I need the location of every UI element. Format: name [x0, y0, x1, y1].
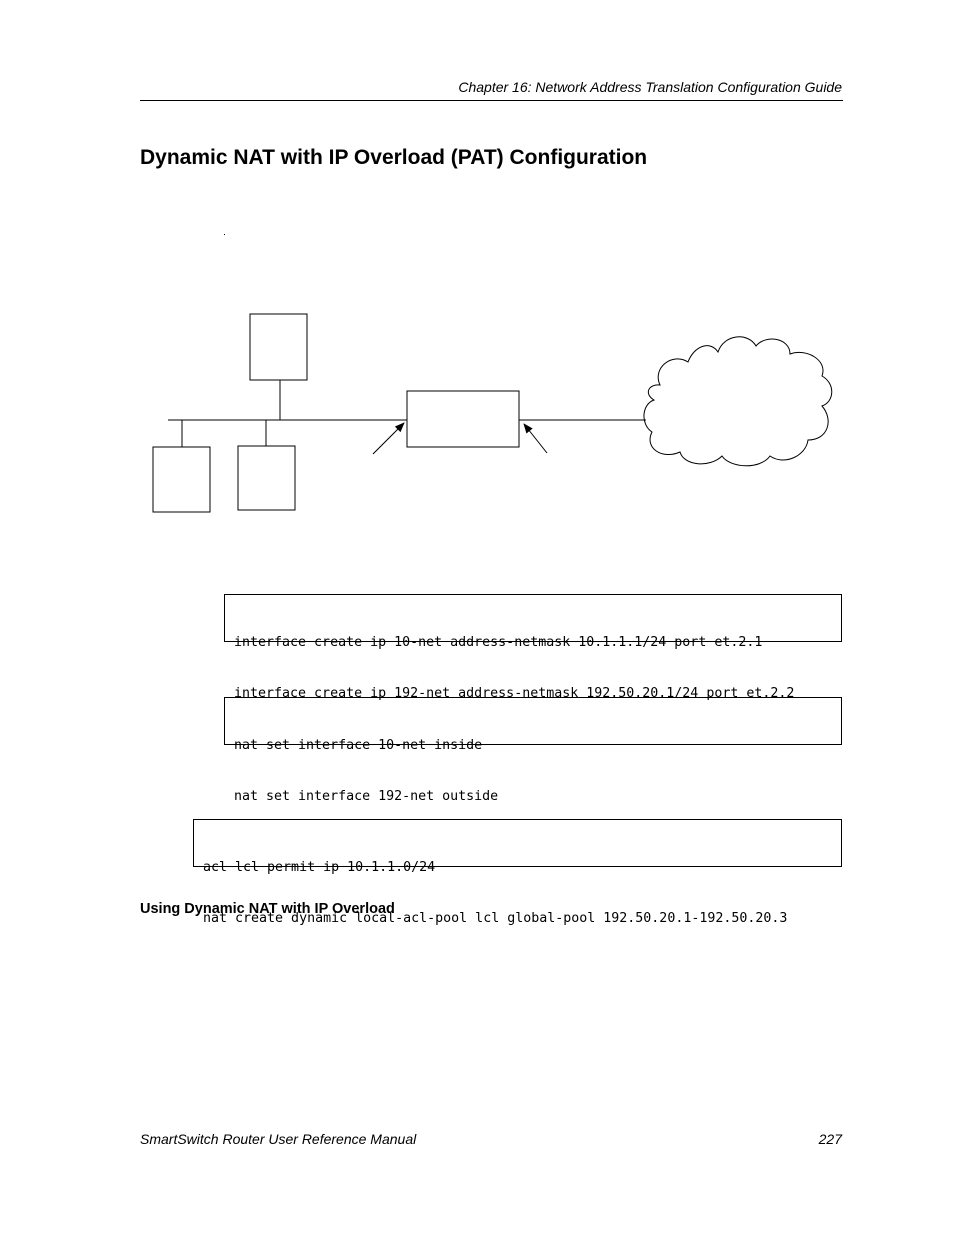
inside-interface-arrow [373, 423, 404, 454]
code-line: acl lcl permit ip 10.1.1.0/24 [203, 860, 436, 875]
nat-interface-code-block [224, 697, 842, 804]
code-line: nat set interface 10-net inside [234, 738, 483, 753]
footer-manual-title: SmartSwitch Router User Reference Manual [140, 1131, 417, 1147]
lower-left-host-box [153, 447, 210, 512]
footer-page-number: 227 [818, 1131, 842, 1147]
interface-create-code-block [224, 594, 842, 701]
outside-interface-arrow [524, 424, 547, 453]
code-line: interface create ip 10-net address-netmask 10.1.1.1/24 port et.2.1 [234, 635, 763, 650]
subsection-heading: Using Dynamic NAT with IP Overload [140, 901, 395, 917]
top-host-box [250, 314, 307, 380]
code-line: nat set interface 192-net outside [234, 789, 499, 804]
code-line: interface create ip 192-net address-netmask 192.50.20.1/24 port et.2.2 [234, 686, 795, 701]
code-line: nat create dynamic local-acl-pool lcl global-pool 192.50.20.1-192.50.20.3 [203, 911, 788, 926]
internet-cloud-shape [644, 337, 832, 466]
lower-middle-host-box [238, 446, 295, 510]
running-header: Chapter 16: Network Address Translation Configuration Guide [458, 79, 842, 95]
section-title: Dynamic NAT with IP Overload (PAT) Configuration [140, 146, 648, 169]
router-box [407, 391, 519, 447]
